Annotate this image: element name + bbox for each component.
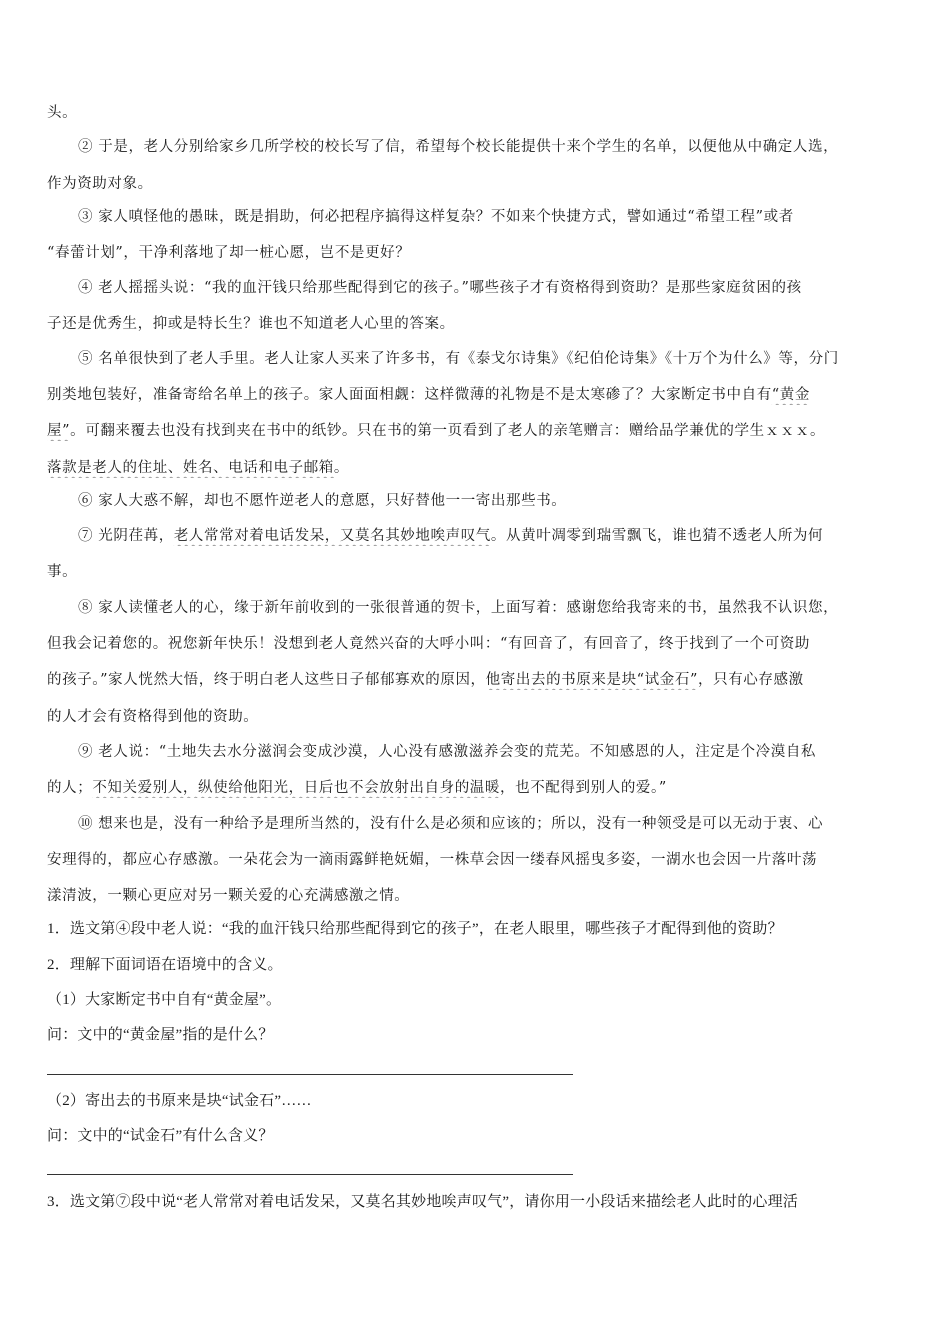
passage-line: 事。: [47, 564, 78, 580]
passage-text: ，只有心存感激: [698, 672, 804, 688]
wavy-underlined-text: 他寄出去的书原来是块“试金石”: [485, 672, 698, 688]
passage-line: ⑨ 老人说：“土地失去水分滋润会变成沙漠，人心没有感激滋养会变的荒芜。不知感恩的人，注定是个冷漠自私: [78, 744, 817, 760]
passage-line: [47, 458, 907, 478]
question-2-part-1-prompt: 问：文中的“黄金屋”指的是什么？: [47, 1027, 274, 1043]
passage-line: [47, 385, 907, 405]
wavy-underlined-text: “黄金: [771, 387, 811, 403]
question-2-part-2-prompt: 问：文中的“试金石”有什么含义？: [47, 1128, 274, 1144]
passage-text: 的人；: [47, 780, 93, 796]
passage-line: ② 于是，老人分别给家乡几所学校的校长写了信，希望每个校长能提供十来个学生的名单，以便他从中确定人选，: [78, 139, 839, 155]
passage-line: 作为资助对象。: [47, 176, 153, 192]
passage-line: [47, 670, 907, 690]
passage-line: 漾清波，一颗心更应对另一颗关爱的心充满感激之情。: [47, 888, 410, 904]
passage-line: 但我会记着您的。祝您新年快乐！没想到老人竟然兴奋的大呼小叫：“有回音了，有回音了，终于找到了一个可资助: [47, 636, 811, 652]
wavy-underlined-text: 不知关爱别人，纵使给他阳光，日后也不会放射出自身的温暖: [92, 780, 501, 796]
passage-text: 。从黄叶凋零到瑞雪飘飞，谁也猜不透老人所为何: [490, 528, 824, 544]
passage-line: 头。: [47, 105, 78, 121]
passage-text: ⑦ 光阴荏苒，: [78, 528, 174, 544]
passage-line: ⑧ 家人读懂老人的心，缘于新年前收到的一张很普通的贺卡，上面写着：感谢您给我寄来的书，虽然我不认识您，: [78, 600, 839, 616]
answer-line[interactable]: [47, 1074, 573, 1075]
passage-line: 安理得的，都应心存感激。一朵花会为一滴雨露鲜艳妩媚，一株草会因一缕春风摇曳多姿，一湖水也会因一片落叶荡: [47, 852, 818, 868]
passage-line: “春蕾计划”，干净利落地了却一桩心愿，岂不是更好？: [47, 245, 411, 261]
answer-line[interactable]: [47, 1174, 573, 1175]
question-1: 1．选文第④段中老人说：“我的血汗钱只给那些配得到它的孩子”，在老人眼里，哪些孩子才配得到他的资助？: [47, 921, 783, 937]
passage-text: 别类地包装好，准备寄给名单上的孩子。家人面面相觑：这样微薄的礼物是不是太寒碜了？大家断定书中自有: [47, 387, 772, 403]
passage-line: 的人才会有资格得到他的资助。: [47, 709, 259, 725]
question-3: 3．选文第⑦段中说“老人常常对着电话发呆，又莫名其妙地唉声叹气”，请你用一小段话来描绘老人此时的心理活: [47, 1194, 799, 1210]
passage-line: [47, 421, 907, 441]
passage-line: ③ 家人嗔怪他的愚昧，既是捐助，何必把程序搞得这样复杂？不如来个快捷方式，譬如通过“希望工程”或者: [78, 209, 794, 225]
passage-line: 子还是优秀生，抑或是特长生？谁也不知道老人心里的答案。: [47, 316, 455, 332]
wavy-underlined-text: 老人常常对着电话发呆，又莫名其妙地唉声叹气: [173, 528, 491, 544]
passage-text: 。: [333, 460, 350, 476]
passage-text: 的孩子。”家人恍然大悟，终于明白老人这些日子郁郁寡欢的原因，: [47, 672, 486, 688]
question-2-part-1: （1）大家断定书中自有“黄金屋”。: [47, 992, 282, 1008]
passage-line: ⑩ 想来也是，没有一种给予是理所当然的，没有什么是必须和应该的；所以，没有一种领受是可以无动于衷、心: [78, 816, 824, 832]
passage-text: ，也不配得到别人的爱。”: [500, 780, 667, 796]
passage-line: [47, 778, 907, 798]
passage-text: 。可翻来覆去也没有找到夹在书中的纸钞。只在书的第一页看到了老人的亲笔赠言：赠给品学兼优的学生ｘｘｘ。: [70, 423, 826, 439]
passage-line: ⑥ 家人大惑不解，却也不愿忤逆老人的意愿，只好替他一一寄出那些书。: [78, 493, 567, 509]
question-2-part-2: （2）寄出去的书原来是块“试金石”……: [47, 1093, 312, 1109]
passage-line: [78, 526, 907, 546]
question-2: 2．理解下面词语在语境中的含义。: [47, 957, 283, 973]
passage-line: ⑤ 名单很快到了老人手里。老人让家人买来了许多书，有《泰戈尔诗集》《纪伯伦诗集》《十万个为什么》等，分门: [78, 351, 839, 367]
wavy-underlined-text: 屋”: [47, 423, 71, 439]
wavy-underlined-text: 落款是老人的住址、姓名、电话和电子邮箱: [47, 460, 334, 476]
passage-line: ④ 老人摇摇头说：“我的血汗钱只给那些配得到它的孩子。”哪些孩子才有资格得到资助？是那些家庭贫困的孩: [78, 280, 802, 296]
